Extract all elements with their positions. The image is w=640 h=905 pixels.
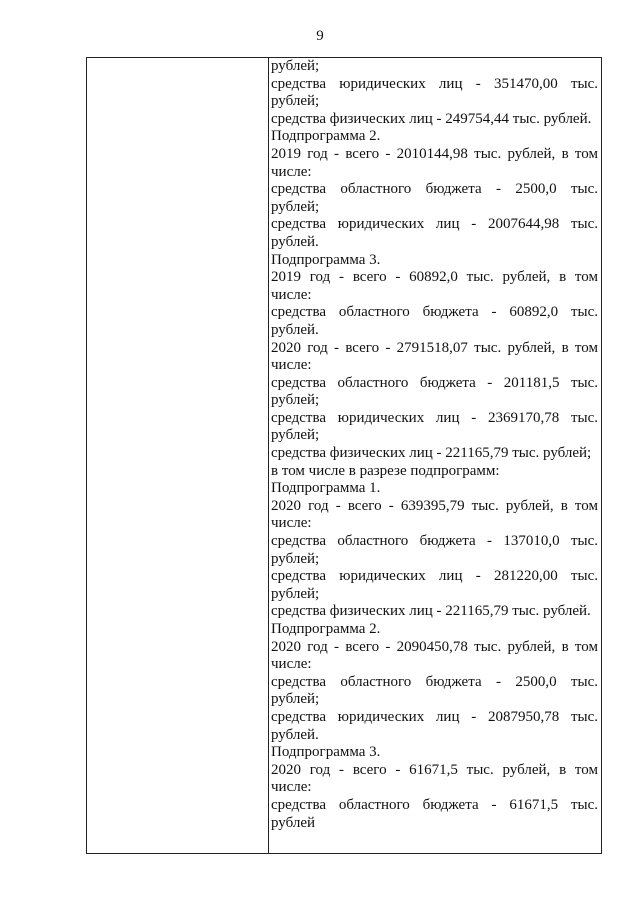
text-line: числе: <box>271 357 312 374</box>
text-line: 2020 год - всего - 2090450,78 тыс. рублей, в том <box>271 638 598 655</box>
text-line: рублей; <box>271 58 320 74</box>
text-line: Подпрограмма 1. <box>271 480 381 497</box>
text-line: Подпрограмма 3. <box>271 744 381 761</box>
text-line: средства областного бюджета - 2500,0 тыс. <box>271 673 598 690</box>
text-line: 2019 год - всего - 2010144,98 тыс. рублей, в том <box>271 145 598 162</box>
text-line: средства физических лиц - 221165,79 тыс. рублей. <box>271 603 591 620</box>
table-column-divider <box>268 57 269 854</box>
text-line: числе: <box>271 163 312 180</box>
text-line: 2020 год - всего - 61671,5 тыс. рублей, в том <box>271 761 598 778</box>
text-line: средства юридических лиц - 2007644,98 тыс. <box>271 216 598 233</box>
text-line: 2019 год - всего - 60892,0 тыс. рублей, в том <box>271 269 598 286</box>
text-line: рублей; <box>271 392 320 409</box>
text-line: рублей; <box>271 585 320 602</box>
text-line: Подпрограмма 3. <box>271 251 381 268</box>
text-line: рублей; <box>271 691 320 708</box>
text-line: в том числе в разрезе подпрограмм: <box>271 462 500 479</box>
text-line: рублей; <box>271 427 320 444</box>
text-line: средства физических лиц - 249754,44 тыс. рублей. <box>271 110 592 127</box>
text-line: рублей; <box>271 550 320 567</box>
text-line: числе: <box>271 286 312 303</box>
text-line: числе: <box>271 779 312 796</box>
text-line: рублей. <box>271 233 319 250</box>
text-line: рублей. <box>271 726 319 743</box>
text-line: рублей; <box>271 93 320 110</box>
text-line: средства областного бюджета - 137010,0 тыс. <box>271 533 598 550</box>
table-right-cell <box>271 58 598 832</box>
text-line: средства областного бюджета - 61671,5 тыс. <box>271 796 598 813</box>
text-line: средства юридических лиц - 351470,00 тыс. <box>271 75 598 92</box>
text-line: средства областного бюджета - 201181,5 тыс. <box>271 374 598 391</box>
text-line: средства юридических лиц - 281220,00 тыс. <box>271 568 598 585</box>
text-line: рублей. <box>271 321 319 338</box>
text-line: средства юридических лиц - 2087950,78 тыс. <box>271 708 598 725</box>
text-line: рублей; <box>271 198 320 215</box>
page-number: 9 <box>316 28 324 44</box>
text-line: средства областного бюджета - 60892,0 тыс. <box>271 304 598 321</box>
text-line: 2020 год - всего - 639395,79 тыс. рублей, в том <box>271 497 598 514</box>
text-line: числе: <box>271 656 312 673</box>
text-line: средства юридических лиц - 2369170,78 тыс. <box>271 409 598 426</box>
text-line: Подпрограмма 2. <box>271 128 381 145</box>
text-line: средства областного бюджета - 2500,0 тыс. <box>271 181 598 198</box>
text-line: 2020 год - всего - 2791518,07 тыс. рублей, в том <box>271 339 598 356</box>
text-line: рублей <box>271 814 316 831</box>
text-line: Подпрограмма 2. <box>271 621 381 637</box>
text-line: средства физических лиц - 221165,79 тыс. рублей; <box>271 445 592 462</box>
text-line: числе: <box>271 515 312 532</box>
